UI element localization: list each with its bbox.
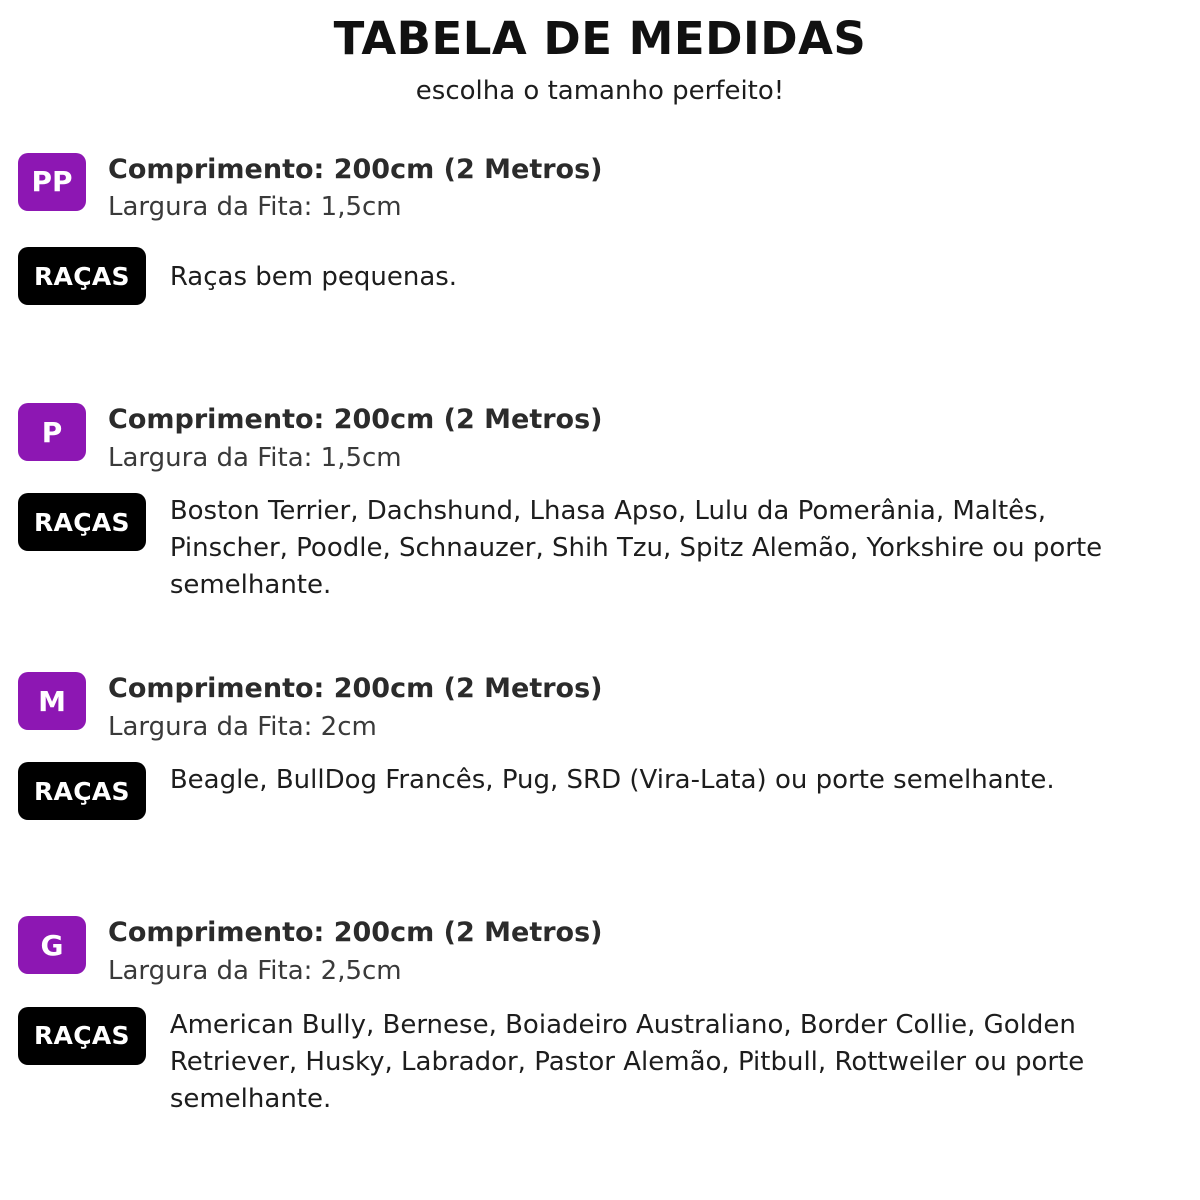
breed-list: Beagle, BullDog Francês, Pug, SRD (Vira-Lata) ou porte semelhante.: [169, 765, 1055, 796]
length-label: Comprimento: 200cm (2 Metros): [108, 404, 603, 436]
breed-row: [18, 493, 1182, 604]
width-label: Largura da Fita: 2,5cm: [108, 955, 402, 986]
breed-row: [18, 762, 1182, 820]
size-badge-p: P: [18, 403, 86, 461]
size-block-g: [18, 914, 1182, 1117]
size-block-pp: [18, 151, 1182, 305]
width-label: Largura da Fita: 2cm: [108, 711, 377, 742]
size-badge-pp: PP: [18, 153, 86, 211]
breed-badge: RAÇAS: [18, 1007, 146, 1065]
breed-badge: RAÇAS: [18, 493, 146, 551]
size-block-p: [18, 401, 1182, 604]
breed-badge: RAÇAS: [18, 762, 146, 820]
length-label: Comprimento: 200cm (2 Metros): [108, 917, 603, 949]
breed-list: American Bully, Bernese, Boiadeiro Australiano, Border Collie, Golden Retriever, Husky, Labrador, Pastor Alemão, Pitbull, Rottweiler ou porte semelhante.: [169, 1009, 1085, 1114]
breed-row: [18, 247, 1182, 305]
width-label: Largura da Fita: 1,5cm: [108, 442, 402, 473]
size-badge-m: M: [18, 672, 86, 730]
measure-row: [18, 151, 1182, 225]
page-subtitle: escolha o tamanho perfeito!: [415, 75, 785, 106]
size-block-m: [18, 670, 1182, 820]
length-label: Comprimento: 200cm (2 Metros): [108, 153, 603, 185]
size-badge-g: G: [18, 916, 86, 974]
measure-text: [86, 670, 603, 744]
width-label: Largura da Fita: 1,5cm: [108, 192, 402, 223]
length-label: Comprimento: 200cm (2 Metros): [108, 673, 603, 705]
measure-text: [86, 151, 603, 225]
measure-row: [18, 914, 1182, 988]
size-blocks: [0, 151, 1200, 1118]
header: [0, 0, 1200, 107]
page-title: TABELA DE MEDIDAS: [333, 12, 867, 65]
breed-list: Raças bem pequenas.: [169, 262, 458, 293]
measure-text: [86, 401, 603, 475]
measure-row: [18, 401, 1182, 475]
breed-badge: RAÇAS: [18, 247, 146, 305]
breed-row: [18, 1007, 1182, 1118]
breed-list: Boston Terrier, Dachshund, Lhasa Apso, Lulu da Pomerânia, Maltês, Pinscher, Poodle, Schnauzer, Shih Tzu, Spitz Alemão, Yorkshire ou porte semelhante.: [169, 496, 1103, 601]
measure-row: [18, 670, 1182, 744]
measure-text: [86, 914, 603, 988]
